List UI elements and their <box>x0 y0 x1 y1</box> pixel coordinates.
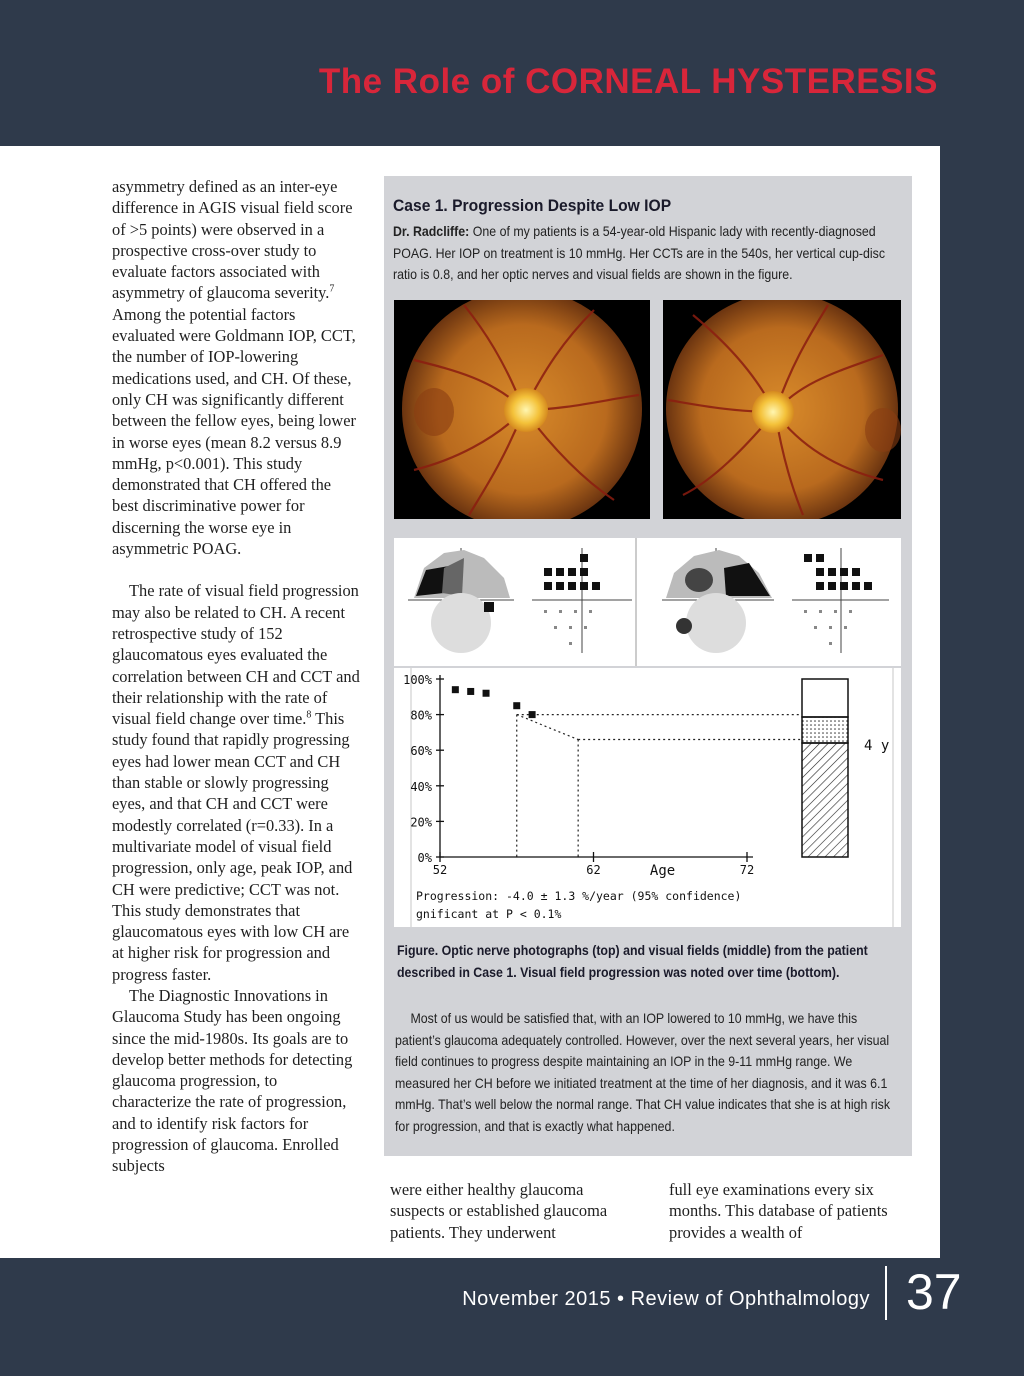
visual-field-right <box>662 548 889 653</box>
stats-line-2: gnificant at P < 0.1% <box>416 907 562 921</box>
article-column-3 <box>669 1179 899 1243</box>
data-point <box>452 686 459 693</box>
visual-field-printouts <box>394 538 901 666</box>
paragraph-2: The rate of visual field progression may also be related to CH. A recent retrospective study of 152 glaucomatous eyes evaluated the correlation between CH and CCT and their relationship with the rate of visual field change over time.$^8$ This study found that rapidly progressing eyes had lower mean CCT and CH than stable or slowly progressing eyes, and that CH and CCT were modestly correlated (r=0.33). In a multivariate model of visual field progression, only age, peak IOP, and CH were predictive; CCT was not. This study demonstrates that glaucomatous eyes with low CH are at higher risk for progression and progress faster. <box>112 581 360 984</box>
x-tick-label: 52 <box>432 863 448 877</box>
stats-line-1: Progression: -4.0 ± 1.3 %/year (95% confidence) <box>416 889 742 903</box>
x-axis-label: Age <box>649 863 676 879</box>
visual-field-left <box>408 548 632 653</box>
column-3-text: full eye examinations every six months. This database of patients provides a wealth of <box>669 1180 888 1242</box>
paragraph-1: asymmetry defined as an inter-eye difference in AGIS visual field score of >5 points) were observed in a prospective cross-over study to evaluate factors associated with asymmetry of glaucoma severity.$^7$ Among the potential factors evaluated were Goldmann IOP, CCT, the number of IOP-lowering medications used, and CH. Of these, only CH was significantly different between the fellow eyes, being lower in worse eyes (mean 8.2 versus 8.9 mmHg, p<0.001). This study demonstrated that CH offered the best discriminative power for discerning the worse eye in asymmetric POAG. <box>112 177 356 559</box>
article-page <box>0 146 940 1258</box>
data-point <box>483 690 490 697</box>
y-tick-label: 20% <box>410 815 432 830</box>
bar-label: 4 y <box>864 738 890 754</box>
figure-caption: Figure. Optic nerve photographs (top) and visual fields (middle) from the patient described in Case 1. Visual field progression was noted over time (bottom). <box>397 943 868 980</box>
reference-8: 8 <box>306 709 312 721</box>
bar-dotted <box>802 717 848 743</box>
data-point <box>513 702 520 709</box>
case-sidebar <box>384 176 912 1156</box>
page-header <box>0 0 1024 146</box>
page-number: 37 <box>906 1264 962 1320</box>
x-tick-label: 62 <box>586 863 601 877</box>
progression-chart <box>394 668 901 927</box>
data-points <box>452 686 536 718</box>
projection-lines <box>517 715 802 857</box>
y-tick-label: 40% <box>410 779 432 794</box>
fundus-photo-left <box>394 300 650 519</box>
article-column-1 <box>112 176 360 1177</box>
speaker-name: Dr. Radcliffe: <box>393 224 470 239</box>
page-footer <box>0 1258 1024 1376</box>
case-body: Most of us would be satisfied that, with an IOP lowered to 10 mmHg, we have this patient’s glaucoma adequately controlled. However, over the next several years, her visual field continues to progress despite maintaining an IOP in the 9-11 mmHg range. We measured her CH before we initiated treatment at the time of her diagnosis, and it was 6.1 mmHg. That’s well below the normal range. That CH value indicates that she is at high risk for progression, and that is exactly what happened. <box>395 1011 891 1134</box>
footer-divider <box>885 1266 887 1320</box>
footer-publication: November 2015 • Review of Ophthalmology <box>462 1288 870 1310</box>
article-column-2 <box>390 1179 640 1243</box>
bar-hatched <box>802 743 848 857</box>
case-title: Case 1. Progression Despite Low IOP <box>393 196 672 215</box>
y-tick-label: 60% <box>410 744 432 759</box>
summary-bar <box>802 679 848 857</box>
y-tick-label: 80% <box>410 708 432 723</box>
case-intro: Dr. Radcliffe: One of my patients is a 54-year-old Hispanic lady with recently-diagnosed POAG. Her IOP on treatment is 10 mmHg. Her CCTs are in the 540s, her vertical cup-disc ratio is 0.8, and her optic nerves and visual fields are shown in the figure. <box>393 224 886 282</box>
data-point <box>467 688 474 695</box>
bar-remaining <box>802 679 848 717</box>
data-point <box>529 711 536 718</box>
page-title: The Role of CORNEAL HYSTERESIS <box>318 62 938 101</box>
projection-slope <box>517 715 578 740</box>
column-2-text: were either healthy glaucoma suspects or established glaucoma patients. They underwent <box>390 1180 608 1242</box>
x-tick-label: 72 <box>739 863 755 877</box>
fundus-photo-right <box>663 300 901 519</box>
paragraph-3: The Diagnostic Innovations in Glaucoma Study has been ongoing since the mid-1980s. Its goals are to develop better methods for detecting glaucoma progression, to characterize the rate of progression, and to identify risk factors for progression of glaucoma. Enrolled subjects <box>112 985 353 1176</box>
optic-nerve-photos <box>394 300 901 519</box>
y-tick-label: 0% <box>417 851 432 865</box>
y-tick-label: 100% <box>403 673 432 687</box>
reference-7: 7 <box>329 284 335 296</box>
